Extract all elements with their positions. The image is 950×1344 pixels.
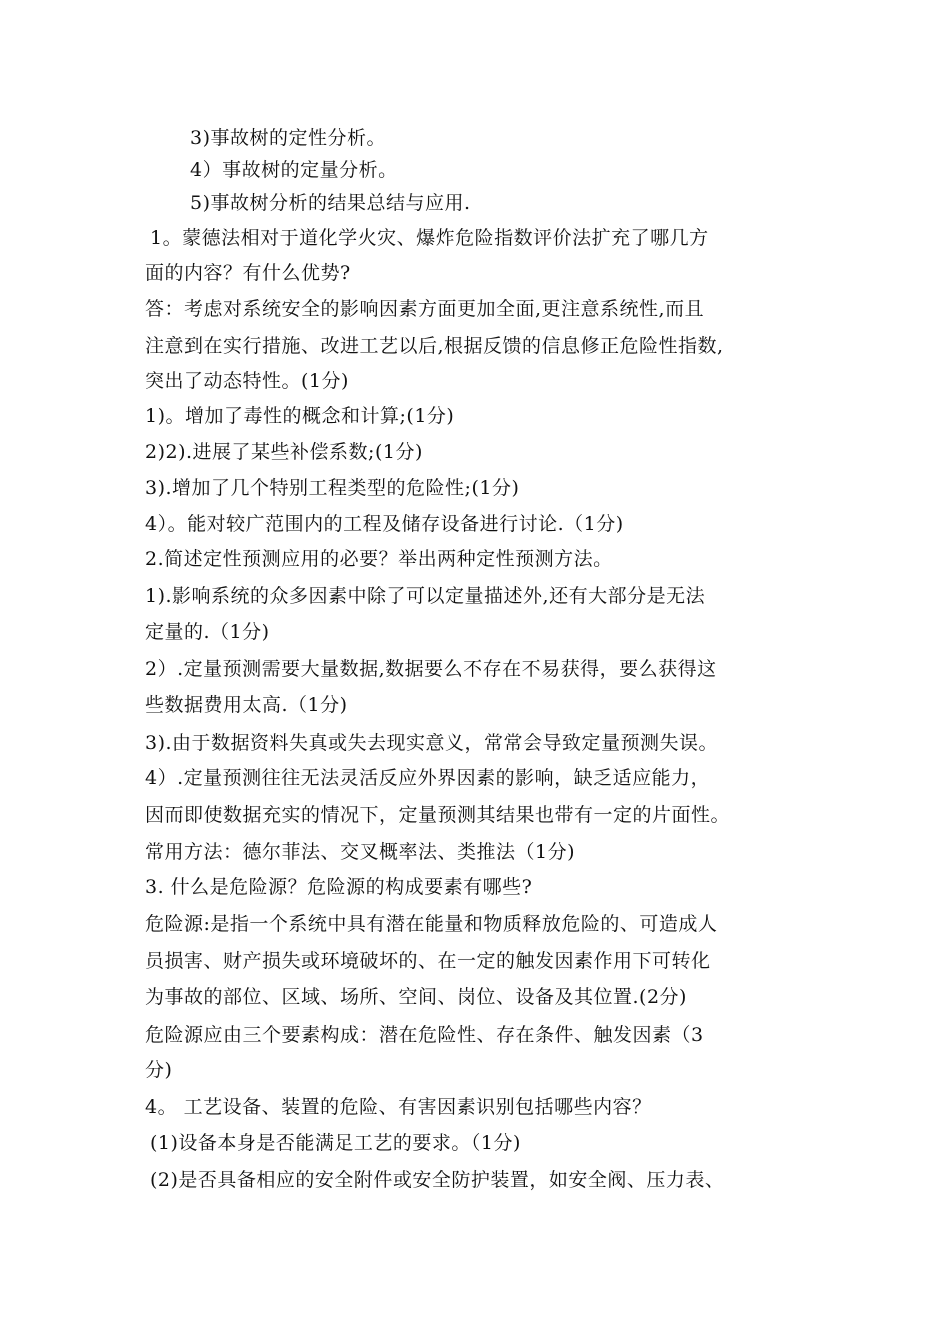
text-line: 注意到在实行措施、改进工艺以后,根据反馈的信息修正危险性指数, (145, 335, 724, 357)
text-line: 定量的.（1分) (145, 621, 270, 643)
question-3-heading: 3. 什么是危险源？危险源的构成要素有哪些? (145, 876, 533, 898)
question-2-heading: 2.简述定性预测应用的必要？举出两种定性预测方法。 (145, 548, 613, 570)
text-line: 3).由于数据资料失真或失去现实意义，常常会导致定量预测失误。 (145, 732, 719, 754)
text-line: 突出了动态特性。(1分) (145, 370, 349, 392)
text-line: (1)设备本身是否能满足工艺的要求。（1分) (150, 1132, 521, 1154)
text-line: 5)事故树分析的结果总结与应用. (190, 192, 471, 214)
text-line: 2)2).进展了某些补偿系数;(1分) (145, 441, 423, 463)
text-line: 员损害、财产损失或环境破坏的、在一定的触发因素作用下可转化 (145, 950, 711, 972)
text-line: 4）事故树的定量分析。 (190, 159, 398, 181)
text-line: 4）.定量预测往往无法灵活反应外界因素的影响，缺乏适应能力， (145, 767, 711, 789)
text-line: 2）.定量预测需要大量数据,数据要么不存在不易获得，要么获得这 (145, 658, 717, 680)
text-line: 4）。能对较广范围内的工程及储存设备进行讨论.（1分) (145, 513, 624, 535)
text-line: 危险源应由三个要素构成：潜在危险性、存在条件、触发因素（3 (145, 1024, 704, 1046)
question-4-heading: 4。 工艺设备、装置的危险、有害因素识别包括哪些内容？ (145, 1096, 652, 1118)
question-1-heading: 1。蒙德法相对于道化学火灾、爆炸危险指数评价法扩充了哪几方 (150, 227, 709, 249)
text-line: 些数据费用太高.（1分) (145, 694, 348, 716)
answer-line: 答：考虑对系统安全的影响因素方面更加全面,更注意系统性,而且 (145, 298, 705, 320)
text-line: (2)是否具备相应的安全附件或安全防护装置，如安全阀、压力表、 (150, 1169, 725, 1191)
text-line: 3).增加了几个特别工程类型的危险性;(1分) (145, 477, 520, 499)
text-line: 因而即使数据充实的情况下，定量预测其结果也带有一定的片面性。 (145, 804, 731, 826)
text-line: 为事故的部位、区域、场所、空间、岗位、设备及其位置.(2分) (145, 986, 687, 1008)
text-line: 面的内容？有什么优势? (145, 262, 351, 284)
text-line: 3)事故树的定性分析。 (190, 127, 387, 149)
text-line: 1).影响系统的众多因素中除了可以定量描述外,还有大部分是无法 (145, 585, 706, 607)
text-line: 分) (145, 1059, 173, 1081)
text-line: 危险源:是指一个系统中具有潜在能量和物质释放危险的、可造成人 (145, 913, 718, 935)
text-line: 1)。增加了毒性的概念和计算;(1分) (145, 405, 455, 427)
text-line: 常用方法：德尔菲法、交叉概率法、类推法（1分) (145, 841, 576, 863)
